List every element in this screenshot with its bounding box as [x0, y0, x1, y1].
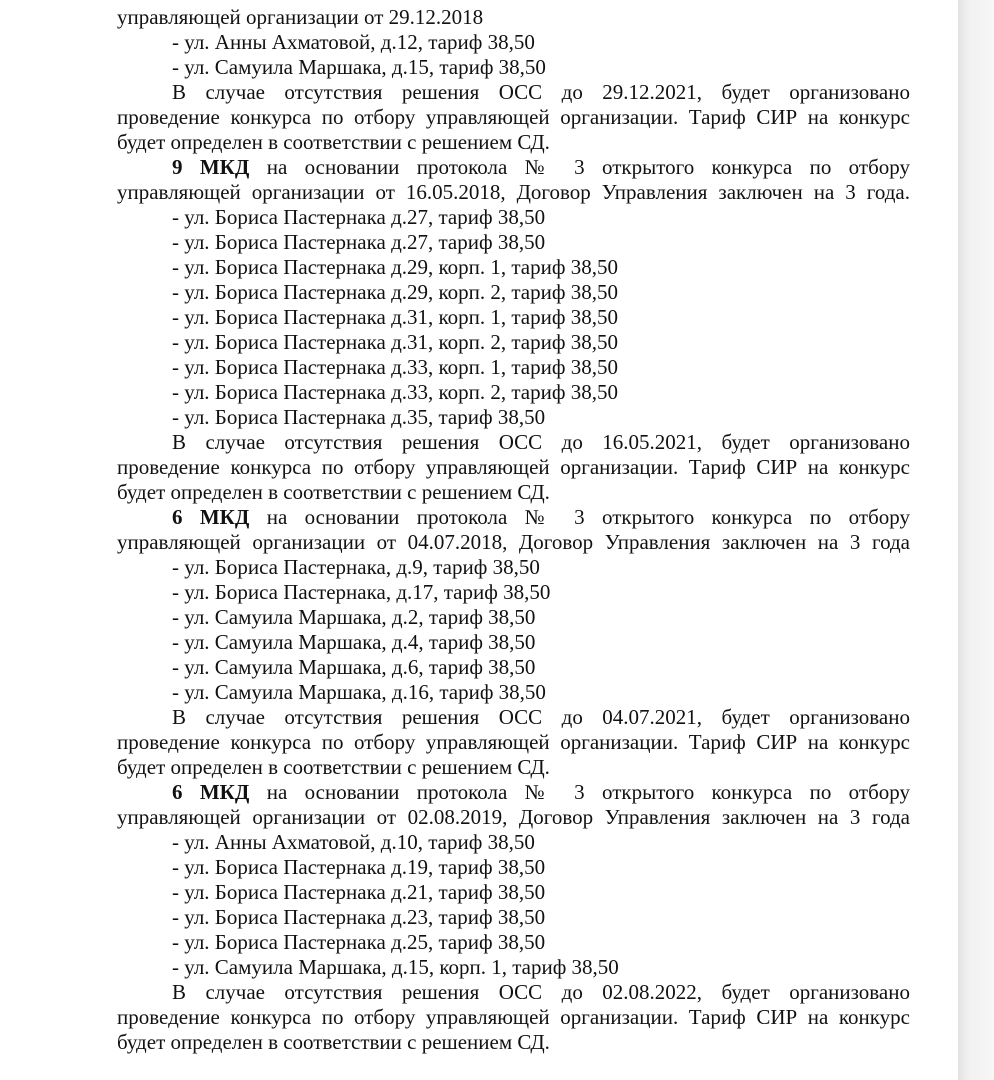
address-list-item: - ул. Бориса Пастернака д.23, тариф 38,50: [172, 905, 546, 929]
paragraph-line: будет определен в соответствии с решением СД.: [117, 130, 550, 154]
address-list-item: - ул. Бориса Пастернака, д.17, тариф 38,50: [172, 580, 551, 604]
mkd-count: 6 МКД: [172, 505, 250, 529]
address-list-item: - ул. Анны Ахматовой, д.12, тариф 38,50: [172, 30, 535, 54]
address-list-item: - ул. Бориса Пастернака д.27, тариф 38,50: [172, 205, 546, 229]
paragraph-line: управляющей организации от 02.08.2019, Договор Управления заключен на 3 года: [117, 805, 910, 829]
address-list-item: - ул. Бориса Пастернака д.29, корп. 1, тариф 38,50: [172, 255, 618, 279]
paragraph-line: В случае отсутствия решения ОСС до 02.08.2022, будет организовано: [172, 980, 910, 1004]
section-heading-text: на основании протокола № 3 открытого конкурса по отбору: [249, 155, 910, 179]
mkd-count: 6 МКД: [172, 780, 250, 804]
paragraph-line: будет определен в соответствии с решением СД.: [117, 1030, 550, 1054]
address-list-item: - ул. Самуила Маршака, д.16, тариф 38,50: [172, 680, 546, 704]
paragraph-line: управляющей организации от 04.07.2018, Договор Управления заключен на 3 года: [117, 530, 910, 554]
paragraph-line: В случае отсутствия решения ОСС до 29.12.2021, будет организовано: [172, 80, 910, 104]
section-heading-line: [117, 780, 910, 805]
address-list-item: - ул. Бориса Пастернака д.31, корп. 1, тариф 38,50: [172, 305, 618, 329]
paragraph-line: управляющей организации от 16.05.2018, Договор Управления заключен на 3 года.: [117, 180, 910, 204]
address-list-item: - ул. Бориса Пастернака д.33, корп. 2, тариф 38,50: [172, 380, 618, 404]
paragraph-line: проведение конкурса по отбору управляющей организации. Тариф СИР на конкурс: [117, 730, 910, 754]
paragraph-line: В случае отсутствия решения ОСС до 04.07.2021, будет организовано: [172, 705, 910, 729]
section-heading-text: на основании протокола № 3 открытого конкурса по отбору: [249, 505, 910, 529]
paragraph-line: В случае отсутствия решения ОСС до 16.05.2021, будет организовано: [172, 430, 910, 454]
address-list-item: - ул. Анны Ахматовой, д.10, тариф 38,50: [172, 830, 535, 854]
address-list-item: - ул. Бориса Пастернака д.29, корп. 2, тариф 38,50: [172, 280, 618, 304]
paragraph-line: управляющей организации от 29.12.2018: [117, 5, 484, 29]
paragraph-line: проведение конкурса по отбору управляющей организации. Тариф СИР на конкурс: [117, 1005, 910, 1029]
address-list-item: - ул. Самуила Маршака, д.6, тариф 38,50: [172, 655, 536, 679]
address-list-item: - ул. Самуила Маршака, д.15, тариф 38,50: [172, 55, 546, 79]
section-heading-line: [117, 155, 910, 180]
address-list-item: - ул. Бориса Пастернака д.33, корп. 1, тариф 38,50: [172, 355, 618, 379]
paragraph-line: проведение конкурса по отбору управляющей организации. Тариф СИР на конкурс: [117, 105, 910, 129]
document-text: [117, 5, 910, 1055]
address-list-item: - ул. Бориса Пастернака д.35, тариф 38,50: [172, 405, 546, 429]
address-list-item: - ул. Самуила Маршака, д.15, корп. 1, тариф 38,50: [172, 955, 619, 979]
address-list-item: - ул. Самуила Маршака, д.4, тариф 38,50: [172, 630, 536, 654]
paragraph-line: будет определен в соответствии с решением СД.: [117, 755, 550, 779]
mkd-count: 9 МКД: [172, 155, 250, 179]
page-edge-shadow: [958, 0, 994, 1080]
address-list-item: - ул. Бориса Пастернака д.27, тариф 38,50: [172, 230, 546, 254]
address-list-item: - ул. Самуила Маршака, д.2, тариф 38,50: [172, 605, 536, 629]
address-list-item: - ул. Бориса Пастернака д.31, корп. 2, тариф 38,50: [172, 330, 618, 354]
section-heading-text: на основании протокола № 3 открытого конкурса по отбору: [249, 780, 910, 804]
paragraph-line: проведение конкурса по отбору управляющей организации. Тариф СИР на конкурс: [117, 455, 910, 479]
address-list-item: - ул. Бориса Пастернака д.21, тариф 38,50: [172, 880, 546, 904]
address-list-item: - ул. Бориса Пастернака д.19, тариф 38,50: [172, 855, 546, 879]
section-heading-line: [117, 505, 910, 530]
address-list-item: - ул. Бориса Пастернака, д.9, тариф 38,50: [172, 555, 540, 579]
paragraph-line: будет определен в соответствии с решением СД.: [117, 480, 550, 504]
address-list-item: - ул. Бориса Пастернака д.25, тариф 38,50: [172, 930, 546, 954]
